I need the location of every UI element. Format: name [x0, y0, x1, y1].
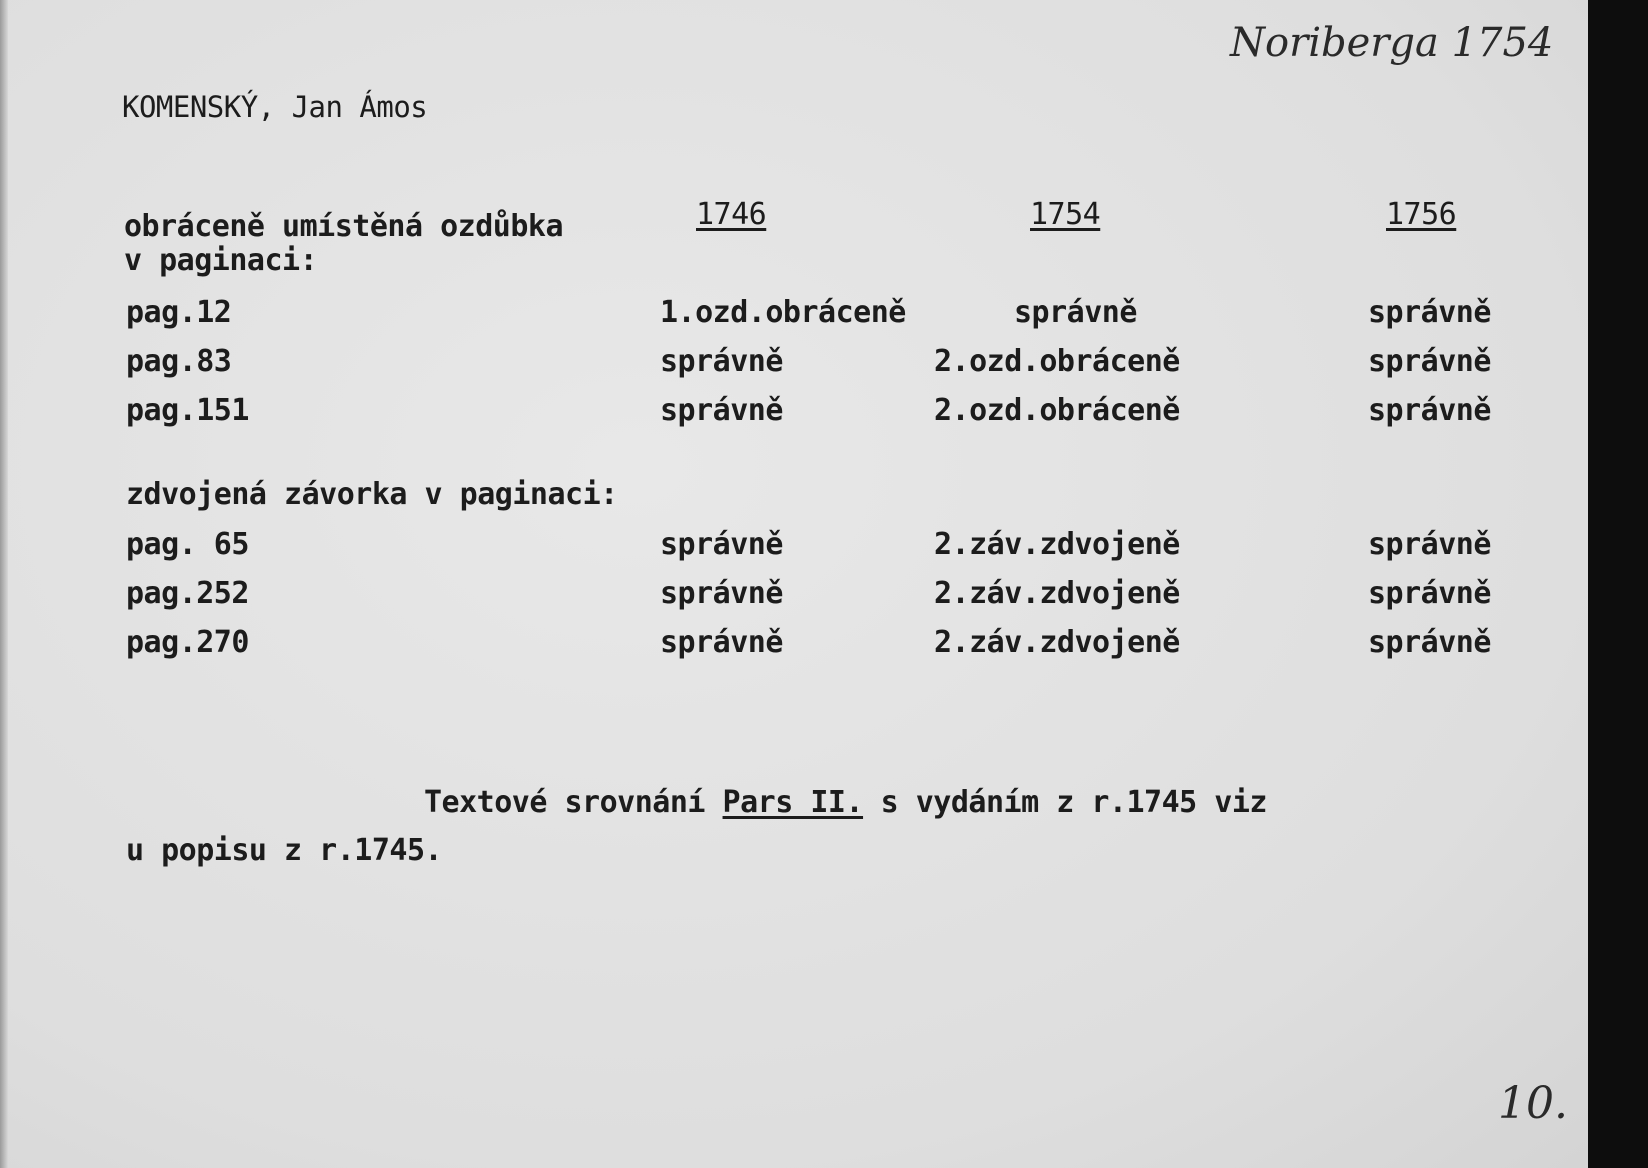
- row4-1754: 2.záv.zdvojeně: [934, 527, 1180, 562]
- section2-heading: zdvojená závorka v paginaci:: [126, 477, 618, 512]
- author-name: KOMENSKÝ, Jan Ámos: [122, 90, 428, 124]
- row5-page: pag.252: [126, 576, 249, 611]
- row6-1754: 2.záv.zdvojeně: [934, 625, 1180, 660]
- row4-page: pag. 65: [126, 527, 249, 562]
- row1-page: pag.12: [126, 295, 232, 330]
- row1-1754: správně: [1014, 295, 1137, 330]
- note-pars-ii: Pars II.: [722, 785, 864, 820]
- row4-1756: správně: [1368, 527, 1491, 562]
- row2-page: pag.83: [126, 344, 232, 379]
- note-line1: [424, 786, 1267, 820]
- row3-1756: správně: [1368, 393, 1491, 428]
- row6-1756: správně: [1368, 625, 1491, 660]
- row6-1746: správně: [660, 625, 783, 660]
- row2-1756: správně: [1368, 344, 1491, 379]
- note-text-a: Textové srovnání: [424, 785, 723, 820]
- card-left-edge: [0, 0, 8, 1168]
- section1-heading-line2: v paginaci:: [124, 243, 318, 278]
- row3-1746: správně: [660, 393, 783, 428]
- section1-heading-line1: obráceně umístěná ozdůbka: [124, 209, 564, 244]
- note-text-b: s vydáním z r.1745 viz: [863, 785, 1267, 820]
- handwritten-card-number: 10.: [1498, 1078, 1568, 1129]
- row2-1746: správně: [660, 344, 783, 379]
- row5-1756: správně: [1368, 576, 1491, 611]
- row5-1754: 2.záv.zdvojeně: [934, 576, 1180, 611]
- year-1746-header: 1746: [696, 197, 767, 232]
- scan-dark-border: [1588, 0, 1648, 1168]
- row4-1746: správně: [660, 527, 783, 562]
- row1-1746: 1.ozd.obráceně: [660, 295, 906, 330]
- year-1756-header: 1756: [1386, 197, 1457, 232]
- row3-page: pag.151: [126, 393, 249, 428]
- row2-1754: 2.ozd.obráceně: [934, 344, 1180, 379]
- year-1754-header: 1754: [1030, 197, 1101, 232]
- note-line2: u popisu z r.1745.: [126, 833, 443, 868]
- row5-1746: správně: [660, 576, 783, 611]
- row3-1754: 2.ozd.obráceně: [934, 393, 1180, 428]
- row1-1756: správně: [1368, 295, 1491, 330]
- row6-page: pag.270: [126, 625, 249, 660]
- handwritten-place-year: Noriberga 1754: [1230, 20, 1554, 66]
